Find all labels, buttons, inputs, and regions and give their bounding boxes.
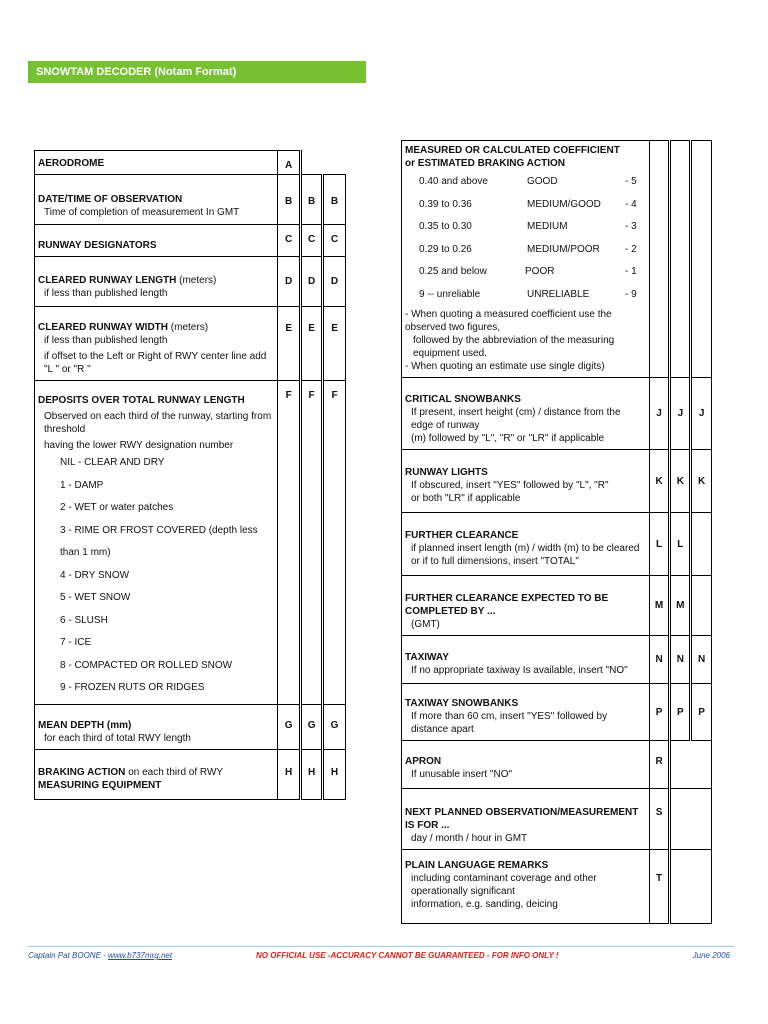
remarks-sub2: information, e.g. sanding, deicing [411,899,558,910]
range: 0.29 to 0.26 [419,243,472,255]
row-date [35,175,346,225]
code-g1: G [278,704,301,749]
cleared-width-offset: if offset to the Left or Right of RWY center line add "L " or "R " [44,351,267,375]
row-taxiway-snowbanks [402,684,712,741]
deposits-sub2: having the lower RWY designation number [44,440,234,451]
empty-cell [691,576,712,636]
code-b3: B [323,175,346,225]
deposit-item: 6 - SLUSH [60,614,108,626]
code-e2: E [301,307,323,381]
code-e1: E [278,307,301,381]
code-m2: M [670,576,691,636]
deposit-item: 5 - WET SNOW [60,592,131,603]
empty-cell [691,141,712,378]
deposit-item: 7 - ICE [60,637,92,648]
lights-sub: If obscured, insert "YES" followed by "L", "R" [411,480,609,491]
code-d1: D [278,257,301,307]
footer-author: Captain Pat BOONE - [28,951,106,960]
code-j1: J [649,378,670,450]
coefficient-row [419,194,645,217]
coefficient-note3: - When quoting an estimate use single digits) [405,361,605,372]
row-cleared-length [35,257,346,307]
row-further [402,513,712,576]
coefficient-row [419,216,645,239]
row-lights [402,450,712,513]
action: MEDIUM [527,221,568,232]
taxiway-snowbanks-sub: If more than 60 cm, insert "YES" followed by distance apart [411,711,608,735]
code-c1: C [278,225,301,257]
code-p1: P [649,684,670,741]
next-obs-sub: day / month / hour in GMT [411,833,528,844]
code: - 4 [625,198,637,210]
coefficient-label2: or ESTIMATED BRAKING ACTION [405,158,565,169]
range: 0.40 and above [419,176,488,187]
lights-sub2: or both "LR" if applicable [411,493,521,504]
row-mean-depth [35,704,346,749]
further-label: FURTHER CLEARANCE [405,530,519,541]
code-n2: N [670,636,691,684]
code-h1: H [278,749,301,799]
deposit-item: 9 - FROZEN RUTS OR RIDGES [60,682,205,693]
code-f1: F [278,381,301,705]
row-deposits [35,381,346,705]
code-r: R [649,741,670,789]
mean-depth-sub: for each third of total RWY length [44,732,191,744]
footer-credit [28,951,172,960]
code-j3: J [691,378,712,450]
code-k1: K [649,450,670,513]
coefficient-table [405,171,645,306]
footer-divider [28,946,734,947]
code-l2: L [670,513,691,576]
code-c3: C [323,225,346,257]
action: MEDIUM/POOR [527,243,600,255]
range: 9 -- unreliable [419,288,481,300]
further-expected-label: FURTHER CLEARANCE EXPECTED TO BE COMPLETED BY ... [405,593,609,617]
taxiway-snowbanks-label: TAXIWAY SNOWBANKS [405,698,519,709]
code-j2: J [670,378,691,450]
deposit-item: 1 - DAMP [60,479,104,491]
coefficient-note1: - When quoting a measured coefficient use the observed two figures, [405,309,612,333]
braking-label-rest: on each third of RWY [128,766,224,778]
coefficient-row [419,261,645,284]
lights-label: RUNWAY LIGHTS [405,467,488,478]
cleared-length-sub: if less than published length [44,288,168,299]
code-t: T [649,850,670,924]
range: 0.25 and below [419,266,487,277]
code-n3: N [691,636,712,684]
coefficient-note2: followed by the abbreviation of the measuring equipment used. [413,335,615,359]
taxiway-label: TAXIWAY [405,652,449,663]
code-n1: N [649,636,670,684]
action: GOOD [527,176,558,187]
code: - 2 [625,243,637,255]
braking-label2: MEASURING EQUIPMENT [38,779,162,791]
empty-cell [670,850,712,924]
cleared-width-label: CLEARED RUNWAY WIDTH [38,322,169,333]
footer-disclaimer: NO OFFICIAL USE -ACCURACY CANNOT BE GUARANTEED - FOR INFO ONLY ! [256,951,559,960]
code-d2: D [301,257,323,307]
code-f2: F [301,381,323,705]
code-p2: P [670,684,691,741]
snowbanks-sub2: (m) followed by "L", "R" or "LR" if applicable [411,433,605,444]
braking-label: BRAKING ACTION [38,766,126,778]
cleared-length-unit: (meters) [179,275,217,286]
code-d3: D [323,257,346,307]
mean-depth-label: MEAN DEPTH (mm) [38,719,132,731]
code-l1: L [649,513,670,576]
code-g3: G [323,704,346,749]
deposit-item: 8 - COMPACTED OR ROLLED SNOW [60,659,233,671]
row-remarks [402,850,712,924]
row-designators [35,225,346,257]
footer-link[interactable]: www.b737mrg.net [108,951,173,960]
cleared-width-sub: if less than published length [44,335,168,346]
deposit-item: 4 - DRY SNOW [60,569,130,581]
deposit-item: 3 - RIME OR FROST COVERED (depth less than 1 mm) [60,524,258,558]
further-expected-sub: (GMT) [411,619,440,630]
empty-cell [670,741,712,789]
empty-cell [670,141,691,378]
code-h2: H [301,749,323,799]
coefficient-label: MEASURED OR CALCULATED COEFFICIENT [405,145,620,156]
right-table [401,140,712,924]
snowbanks-label: CRITICAL SNOWBANKS [405,394,521,405]
deposit-list [38,452,273,700]
code: - 9 [625,288,637,300]
row-snowbanks [402,378,712,450]
action: UNRELIABLE [527,288,590,300]
empty-cell [301,151,323,175]
action: POOR [525,266,555,277]
code: - 5 [625,176,637,187]
code-m1: M [649,576,670,636]
code-a: A [278,151,301,175]
next-obs-label: NEXT PLANNED OBSERVATION/MEASUREMENT IS FOR ... [405,807,639,831]
row-apron [402,741,712,789]
date-sub: Time of completion of measurement In GMT [44,207,240,218]
remarks-sub: including contaminant coverage and other operationally significant [411,873,597,897]
code-b2: B [301,175,323,225]
row-aerodrome [35,151,346,175]
row-further-expected [402,576,712,636]
page-title: SNOWTAM DECODER (Notam Format) [28,61,366,83]
coefficient-row [419,171,645,194]
code-e3: E [323,307,346,381]
taxiway-sub: If no appropriate taxiway Is available, insert "NO" [411,665,628,676]
cleared-length-label: CLEARED RUNWAY LENGTH [38,275,177,286]
code-s: S [649,789,670,850]
code-p3: P [691,684,712,741]
empty-cell [670,789,712,850]
coefficient-row [419,284,645,307]
range: 0.39 to 0.36 [419,198,472,210]
empty-cell [691,513,712,576]
designators-label: RUNWAY DESIGNATORS [35,225,278,257]
snowbanks-sub: If present, insert height (cm) / distance from the edge of runway [411,407,621,431]
aerodrome-label: AERODROME [35,151,278,175]
row-cleared-width [35,307,346,381]
footer-date: June 2006 [692,951,730,960]
apron-sub: If unusable insert "NO" [411,769,513,780]
further-sub: if planned insert length (m) / width (m) to be cleared [411,543,640,554]
date-label: DATE/TIME OF OBSERVATION [38,194,183,205]
code: - 1 [625,266,637,277]
deposit-item: 2 - WET or water patches [60,502,174,513]
range: 0.35 to 0.30 [419,221,472,232]
action: MEDIUM/GOOD [527,198,601,210]
coefficient-row [419,239,645,262]
cleared-width-unit: (meters) [170,322,209,333]
code: - 3 [625,221,637,232]
code-f3: F [323,381,346,705]
deposits-label: DEPOSITS OVER TOTAL RUNWAY LENGTH [38,395,245,406]
empty-cell [649,141,670,378]
further-sub2: or if to full dimensions, insert "TOTAL" [411,556,579,567]
code-h3: H [323,749,346,799]
remarks-label: PLAIN LANGUAGE REMARKS [405,860,549,871]
code-g2: G [301,704,323,749]
deposits-sub: Observed on each third of the runway, starting from threshold [44,411,272,435]
code-k2: K [670,450,691,513]
deposit-item: NIL - CLEAR AND DRY [60,457,165,468]
code-k3: K [691,450,712,513]
apron-label: APRON [405,756,442,767]
row-taxiway [402,636,712,684]
code-b1: B [278,175,301,225]
code-c2: C [301,225,323,257]
row-next-observation [402,789,712,850]
row-braking [35,749,346,799]
left-table [34,150,346,800]
row-coefficient [402,141,712,378]
